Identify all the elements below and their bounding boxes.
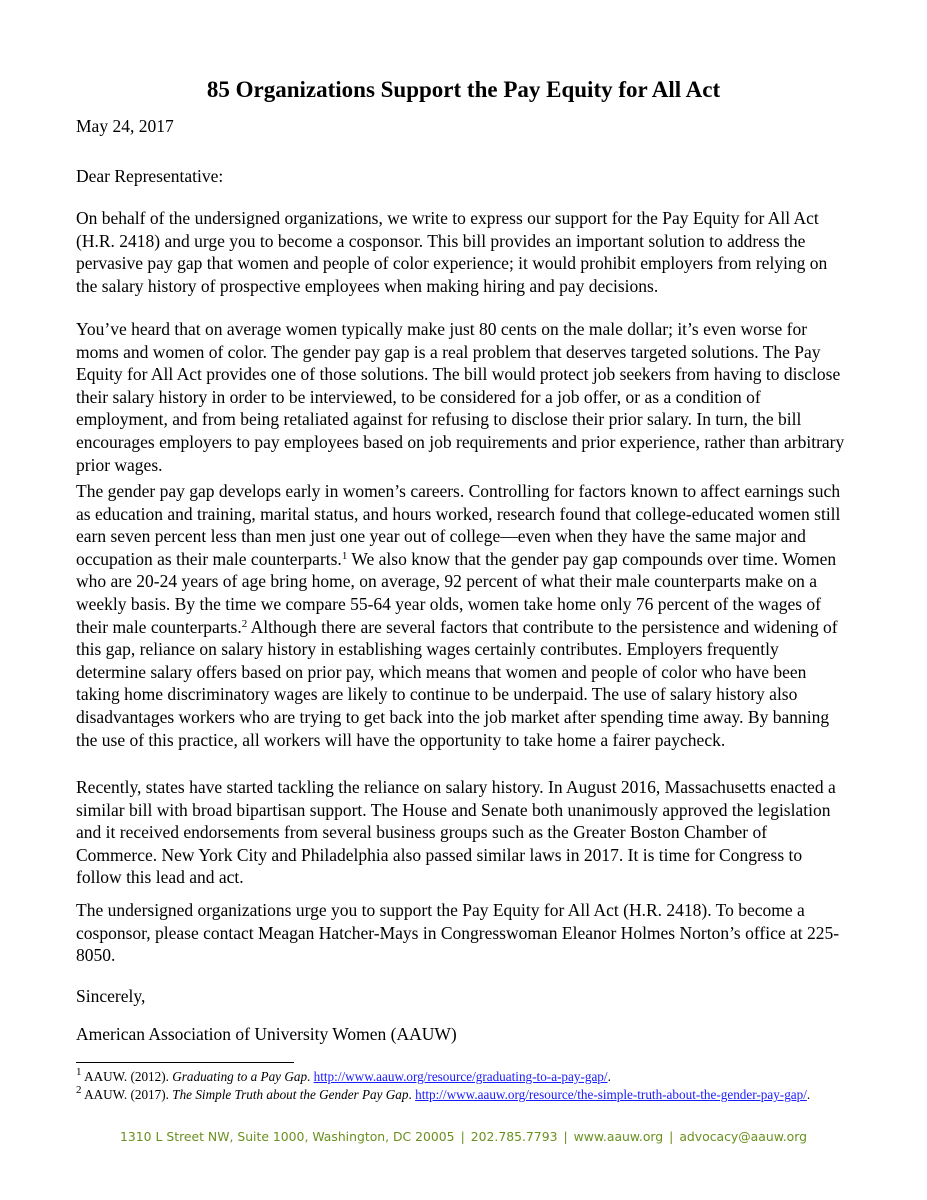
footnote-1-work: Graduating to a Pay Gap — [172, 1069, 308, 1084]
paragraph-3 — [76, 480, 848, 751]
footnote-1-number: 1 — [76, 1066, 82, 1078]
letter-title: 85 Organizations Support the Pay Equity for All Act — [206, 77, 721, 102]
footer-address: 1310 L Street NW, Suite 1000, Washington, DC 20005 — [120, 1129, 455, 1144]
footnote-1-link[interactable]: http://www.aauw.org/resource/graduating-to-a-pay-gap/ — [313, 1069, 608, 1084]
footnote-1-end: . — [607, 1069, 611, 1084]
paragraph-4: Recently, states have started tackling the reliance on salary history. In August 2016, Massachusetts enacted a similar bill with broad bipartisan support. The House and Senate both unanimously approved the legislation and it received endorsements from several business groups such as the Greater Boston Chamber of Commerce. New York City and Philadelphia also passed similar laws in 2017. It is time for Congress to follow this lead and act. — [76, 777, 836, 888]
paragraph-3-text-c: Although there are several factors that contribute to the persistence and widening of this gap, reliance on salary history in establishing wages certainly contributes. Employers frequently determine salary offers based on prior pay, which means that women and people of color who have been taking home discriminatory wages are likely to continue to be underpaid. The use of salary history also disadvantages workers who are trying to get back into the job market after spending time away. By banning the use of this practice, all workers will have the opportunity to take home a fairer paycheck. — [76, 616, 838, 750]
paragraph-3-text-a: The gender pay gap develops early in women’s careers. Controlling for factors known to affect earnings such as education and training, marital status, and hours worked, research found that college-educated women still earn seven percent less than men just one year out of college—even when they have the same major and occupation as their male counterparts. — [76, 481, 841, 569]
letterhead-footer — [0, 1129, 927, 1144]
footer-separator: | — [563, 1129, 568, 1144]
footnote-2-work: The Simple Truth about the Gender Pay Gap — [172, 1087, 409, 1102]
paragraph-1: On behalf of the undersigned organizations, we write to express our support for the Pay Equity for All Act (H.R. 2418) and urge you to become a cosponsor. This bill provides an important solution to address the pervasive pay gap that women and people of color experience; it would prohibit employers from relying on the salary history of prospective employees when making hiring and pay decisions. — [76, 208, 828, 296]
footnote-2-number: 2 — [76, 1084, 82, 1096]
salutation: Dear Representative: — [76, 166, 224, 186]
footnote-2 — [76, 1086, 836, 1103]
footnote-divider — [76, 1062, 294, 1063]
footnote-2-sep: . — [408, 1087, 416, 1102]
footer-email[interactable]: advocacy@aauw.org — [679, 1129, 807, 1144]
footer-phone: 202.785.7793 — [470, 1129, 558, 1144]
footnote-2-citation: AAUW. (2017). — [81, 1087, 173, 1102]
footnote-2-end: . — [806, 1087, 811, 1102]
signatory: American Association of University Women (AAUW) — [76, 1024, 457, 1044]
footnote-2-link[interactable]: http://www.aauw.org/resource/the-simple-truth-about-the-gender-pay-gap/ — [415, 1087, 807, 1102]
footnote-1-citation: AAUW. (2012). — [81, 1069, 173, 1084]
footnote-1-sep: . — [307, 1069, 314, 1084]
footnote-1 — [76, 1068, 836, 1085]
paragraph-3-text-b: We also know that the gender pay gap compounds over time. Women who are 20-24 years of age bring home, on average, 92 percent of what their male counterparts make on a weekly basis. By the time we compare 55-64 year olds, women take home only 76 percent of the wages of their male counterparts. — [76, 548, 837, 637]
footer-separator: | — [460, 1129, 465, 1144]
footnote-ref-1[interactable]: 1 — [341, 549, 348, 562]
letter-date: May 24, 2017 — [76, 116, 174, 136]
paragraph-5: The undersigned organizations urge you to support the Pay Equity for All Act (H.R. 2418). To become a cosponsor, please contact Meagan Hatcher-Mays in Congresswoman Eleanor Holmes Norton’s office at 225-8050. — [76, 900, 840, 966]
footer-separator: | — [669, 1129, 674, 1144]
paragraph-2: You’ve heard that on average women typically make just 80 cents on the male dollar; it’s even worse for moms and women of color. The gender pay gap is a real problem that deserves targeted solutions. The Pay Equity for All Act provides one of those solutions. The bill would protect job seekers from having to disclose their salary history in order to be interviewed, to be considered for a job offer, or as a condition of employment, and from being retaliated against for refusing to disclose their prior salary. In turn, the bill encourages employers to pay employees based on job requirements and prior experience, rather than arbitrary prior wages. — [76, 319, 845, 475]
footnote-ref-2[interactable]: 2 — [241, 617, 248, 630]
footer-website[interactable]: www.aauw.org — [573, 1129, 664, 1144]
closing: Sincerely, — [76, 986, 146, 1006]
